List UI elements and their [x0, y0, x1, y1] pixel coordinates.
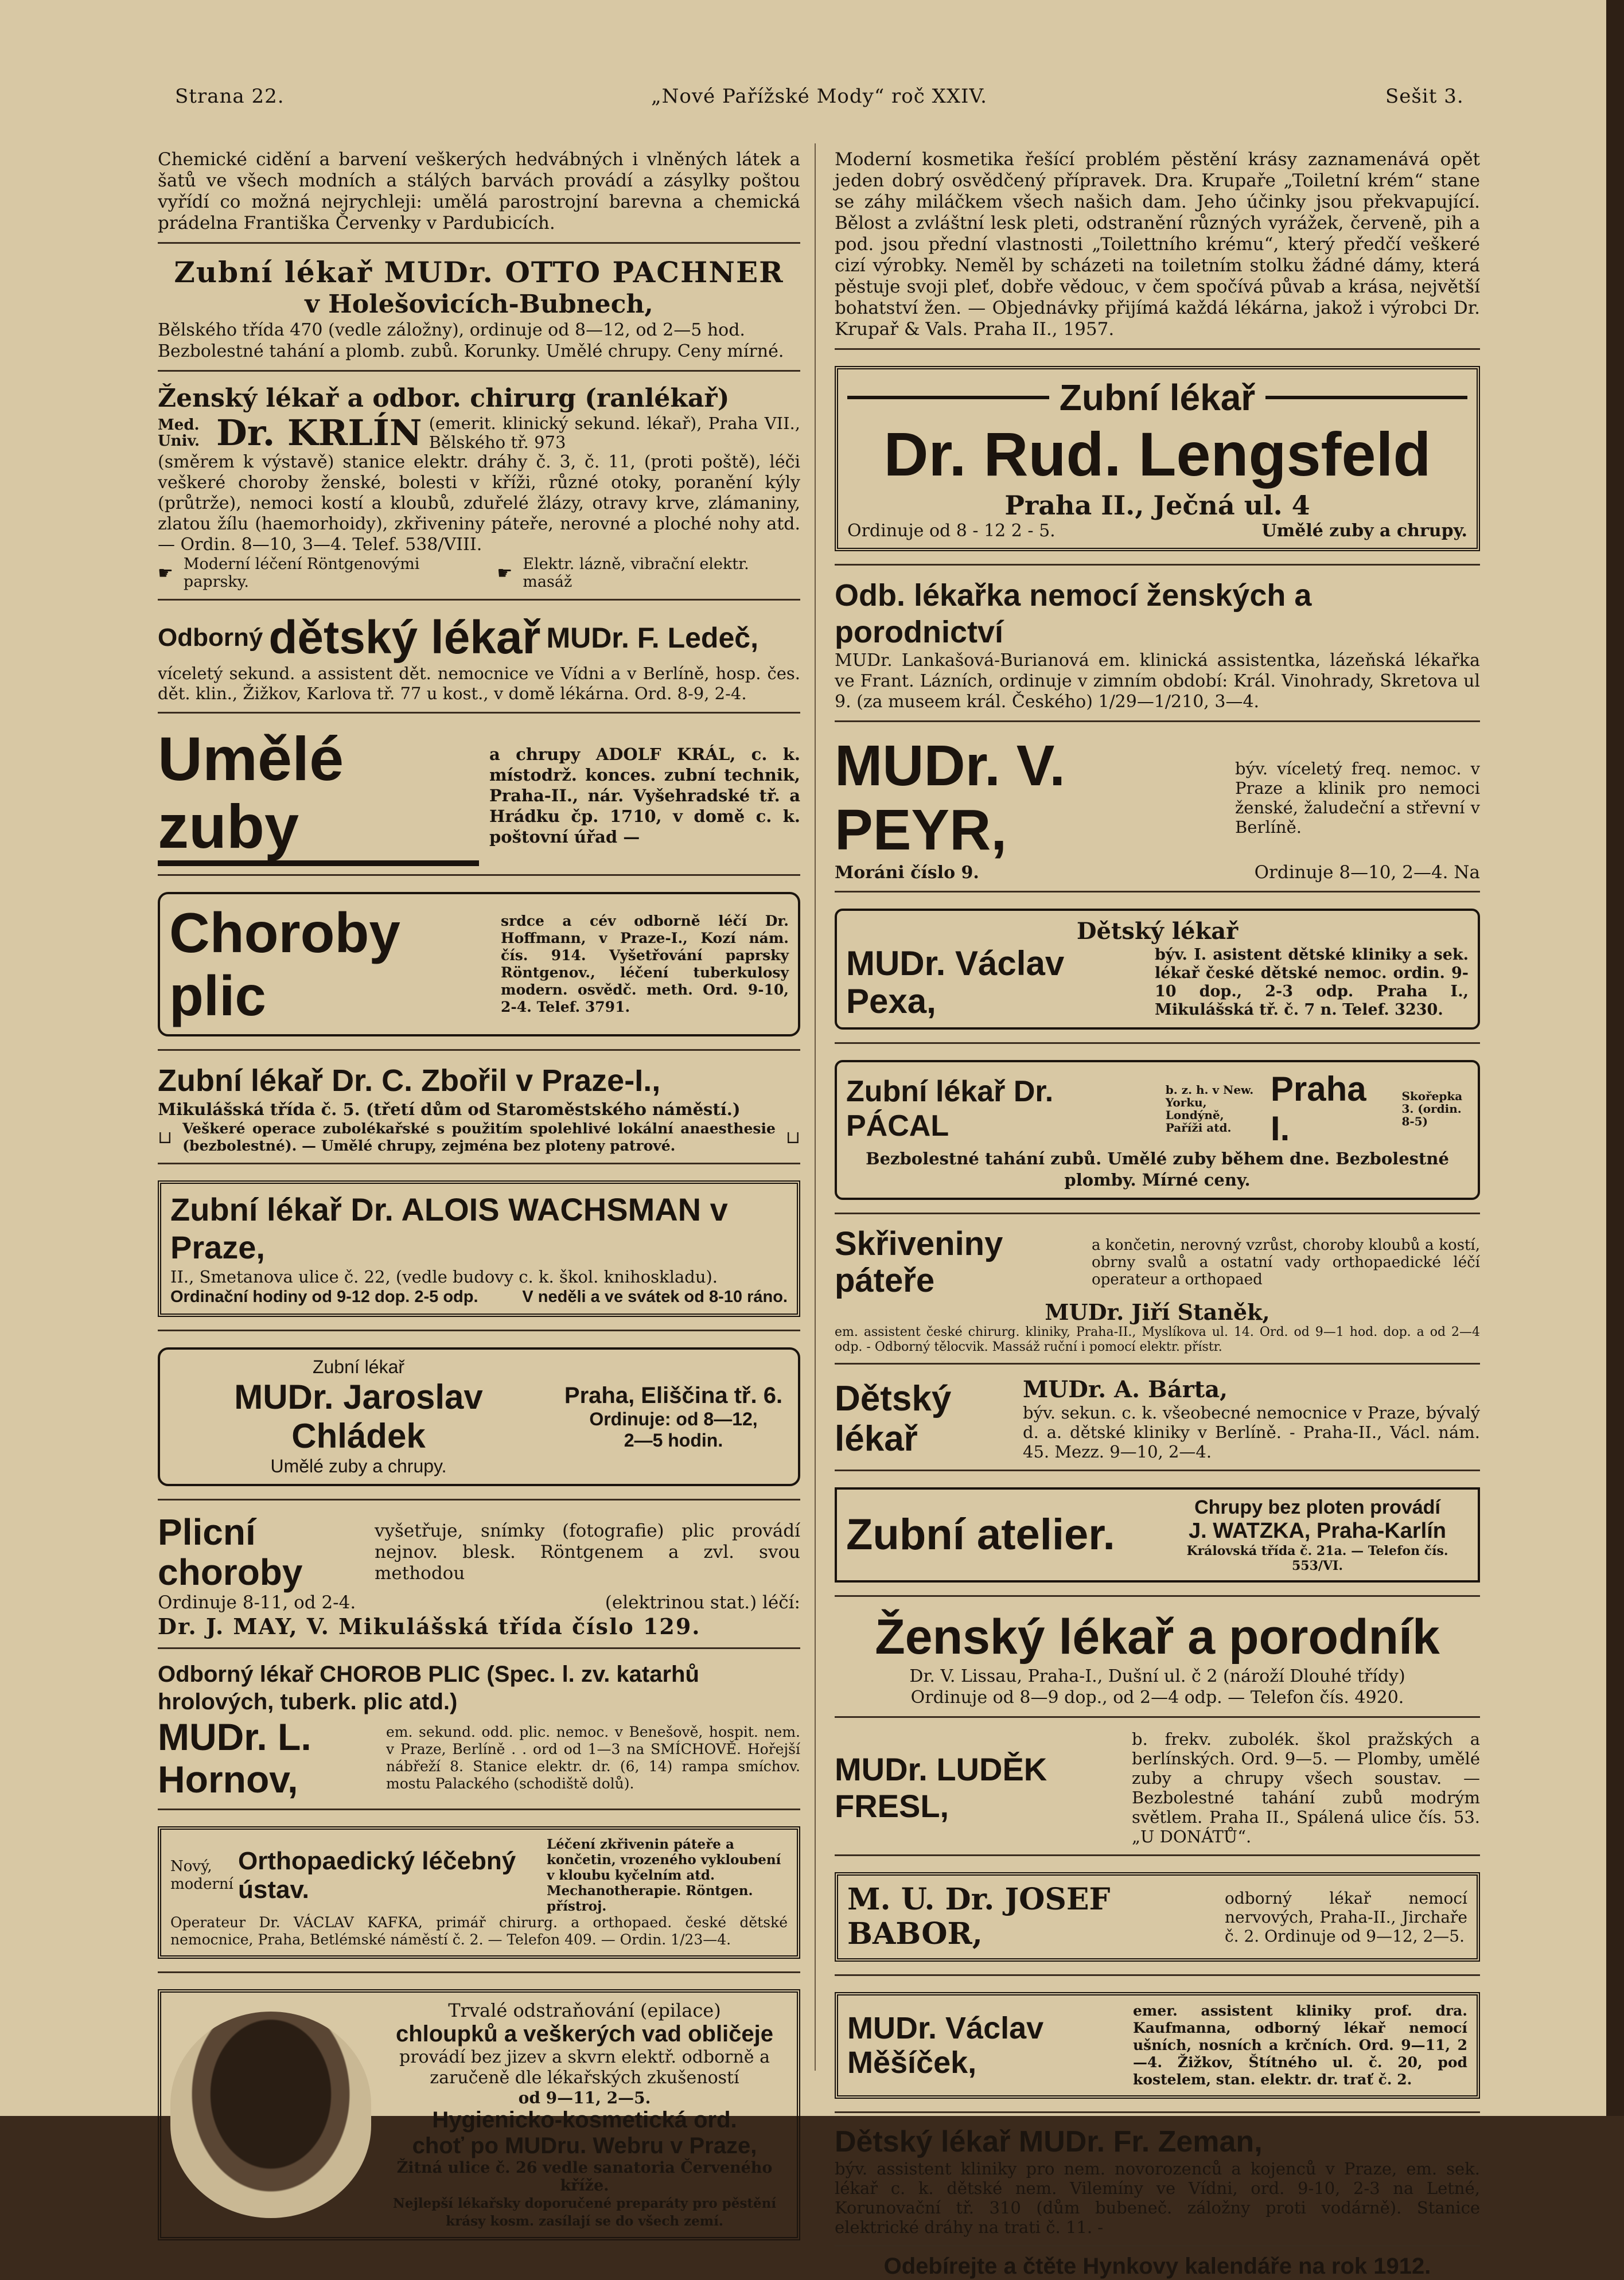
wachsman-line1: II., Smetanova ulice č. 22, (vedle budovy c. k. škol. knihoskladu). — [170, 1267, 718, 1287]
webr-l8: Nejlepší lékařsky doporučené preparáty pro pěstění krásy kosm. zasílají se do všech zemí. — [392, 2196, 777, 2229]
chladek-top: Zubní lékař — [312, 1357, 405, 1377]
peyr-line3: Ordinuje 8—10, 2—4. Na — [1254, 862, 1480, 883]
ledec-rest: víceletý sekund. a assistent dět. nemocnice ve Vídni a v Berlíně, hosp. čes. dět. klin., Žižkov, Karlova tř. 77 u kost., v domě lékárna. Ord. 8-9, 2-4. — [158, 664, 800, 703]
column-divider — [815, 143, 816, 2071]
ad-ledec — [158, 606, 800, 714]
ad-hornov — [158, 1655, 800, 1810]
lankas-text: MUDr. Lankašová-Burianová em. klinická assistentka, lázeňská lékařka ve Frant. Lázních, ordinuje v zimním období: Král. Vinohrady, Skretova ul 9. (za museem král. Českého) 1/29—1/210, 3—4. — [835, 650, 1480, 712]
ad-fresl — [835, 1724, 1480, 1856]
ad-zboril — [158, 1057, 800, 1164]
kafka-big: Orthopaedický léčebný ústav. — [238, 1846, 516, 1904]
ledec-name: MUDr. F. Ledeč, — [546, 622, 758, 654]
lissau-l1: Dr. V. Lissau, Praha-I., Dušní ul. č 2 (nároží Dlouhé třídy) — [909, 1666, 1405, 1686]
hornov-title: Odborný lékař CHOROB PLIC (Spec. l. zv. katarhů hrolových, tuberk. plic atd.) — [158, 1662, 699, 1714]
ad-chemical-cleaning: Chemické cidění a barvení veškerých hedvábných i vlněných látek a šatů ve všech modních a stálých barvách provádí a zásylky poštou vyřídí co možná nejrychleji: umělá parostrojní barevna a chemická prádelna Františka Červenky v Pardubicích. — [158, 143, 800, 244]
bracket-icon: ⊔ — [785, 1127, 800, 1148]
webr-l6: choť po MUDru. Webru v Praze, — [412, 2133, 757, 2158]
ad-pexa — [835, 898, 1480, 1044]
may-line2: Ordinuje 8-11, od 2-4. — [158, 1592, 356, 1613]
chladek-name: MUDr. Jaroslav Chládek — [234, 1378, 483, 1455]
lengsfeld-addr: Praha II., Ječná ul. 4 — [1004, 490, 1310, 521]
ledec-big: dětský lékař — [268, 611, 541, 664]
may-text: vyšetřuje, snímky (fotografie) plic provádí nejnov. blesk. Röntgenem a zvl. svou methodou — [375, 1520, 800, 1584]
ad-wachsman — [158, 1170, 800, 1331]
pexa-top: Dětský lékař — [1076, 918, 1239, 945]
chladek-hours2: 2—5 hodin. — [624, 1429, 723, 1451]
stanek-text: a končetin, nerovný vzrůst, choroby kloubů a kostí, obrny svalů a ostatní vady orthopaedické léčí operateur a orthopaed — [1092, 1237, 1480, 1288]
lengsfeld-note: Umělé zuby a chrupy. — [1261, 521, 1467, 541]
ad-mesicek — [835, 1982, 1480, 2113]
ad-webr — [158, 1979, 800, 2253]
barta-name: MUDr. A. Bárta, — [1023, 1376, 1228, 1403]
hornov-text: em. sekund. odd. plic. nemoc. v Benešově, hospit. nem. v Praze, Berlíně . . ord od 1—3 na SMÍCHOVĚ. Hořejší nábřeží 8. Stanice elektr. dr. (6, 14) rampa smíchov. mostu Palackého (schodiště dolů). — [386, 1724, 800, 1792]
kafka-text: Léčení zkřivenin páteře a končetin, vrozeného vykloubení v kloubu kyčelním atd. Mechanotherapie. Röntgen. přístroj. — [547, 1837, 781, 1914]
lissau-l2: Ordinuje od 8—9 dop., od 2—4 odp. — Telefon čís. 4920. — [910, 1687, 1404, 1708]
pexa-name: MUDr. Václav Pexa, — [846, 944, 1065, 1020]
ad-lankas — [835, 571, 1480, 722]
kral-text: a chrupy ADOLF KRÁL, c. k. místodrž. konces. zubní technik, Praha-II., nár. Vyšehradské tř. a Hrádku čp. 1710, v domě c. k. poštovní úřad — — [489, 745, 800, 847]
issue-number: Sešit 3. — [1385, 85, 1464, 108]
lengsfeld-top: Zubní lékař — [1059, 377, 1256, 418]
barta-text: býv. sekun. c. k. všeobecné nemocnice v Praze, bývalý d. a. dětské kliniky v Berlíně. - Praha-II., Václ. nám. 45. Mezz. 9—10, 2—4. — [1023, 1403, 1480, 1461]
webr-l5: Hygienicko-kosmetická ord. — [432, 2107, 737, 2133]
ad-watzka — [835, 1477, 1480, 1597]
pachner-line1: Bělského třída 470 (vedle záložny), ordinuje od 8—12, od 2—5 hod. — [158, 320, 745, 340]
ad-chladek — [158, 1337, 800, 1500]
ad-pachner — [158, 250, 800, 372]
chladek-bottom: Umělé zuby a chrupy. — [270, 1456, 447, 1476]
kafka-small: Nový, moderní — [170, 1857, 233, 1893]
lankas-title: Odb. lékařka nemocí ženských a porodnictví — [835, 578, 1312, 649]
right-column — [835, 143, 1480, 2280]
may-line3: (elektrinou stat.) léčí: — [605, 1592, 800, 1613]
krlin-title: Ženský lékař a odbor. chirurg (ranlékař) — [158, 384, 730, 413]
pointing-hand-icon: ☛ — [497, 563, 513, 583]
krlin-title2: (emerit. klinický sekund. lékař), Praha VII., Bělského tř. 973 — [429, 414, 800, 452]
watzka-l2: J. WATZKA, Praha-Karlín — [1188, 1519, 1447, 1543]
pachner-line2: Bezbolestné tahání a plomb. zubů. Korunky. Umělé chrupy. Ceny mírné. — [158, 341, 784, 361]
pacal-addr: Skořepka 3. (ordin. 8-5) — [1401, 1089, 1463, 1128]
krlin-body: (směrem k výstavě) stanice elektr. dráhy č. 3, č. 11, (proti poště), léči veškeré choroby ženské, bolesti v kříži, různé otoky, poranění kýly (průtrže), nemoci kostí a kloubů, zduřelé žlázy, otravy krve, zlámaniny, zlatou žílu (haemorhoidy), zkřiveniny páteře, nerovné a ploché nohy atd. — Ordin. 8—10, 3—4. Telef. 538/VIII. — [158, 452, 800, 555]
barta-big: Dětský lékař — [835, 1378, 952, 1459]
babor-text: odborný lékař nemocí nervových, Praha-II., Jirchaře č. 2. Ordinuje od 9—12, 2—5. — [1225, 1888, 1467, 1946]
pachner-title: Zubní lékař MUDr. OTTO PACHNER — [174, 255, 784, 289]
lengsfeld-name: Dr. Rud. Lengsfeld — [883, 419, 1431, 489]
zboril-line2: Veškeré operace zubolékařské s použitím spolehlivé lokální anaesthesie (bezbolestné). — Umělé chrupy, zejména bez ploteny patrové. — [182, 1120, 776, 1154]
ad-zeman — [835, 2119, 1480, 2247]
pacal-title: Zubní lékař Dr. PÁCAL — [846, 1075, 1054, 1143]
watzka-l3: Královská třída č. 21a. — Telefon čís. 553/VI. — [1186, 1544, 1448, 1573]
krlin-foot2: Elektr. lázně, vibrační elektr. masáž — [523, 555, 749, 591]
bracket-icon: ⊔ — [158, 1127, 173, 1148]
ad-babor — [835, 1862, 1480, 1976]
wachsman-line3: V neděli a ve svátek od 8-10 ráno. — [522, 1288, 788, 1306]
mesicek-big: MUDr. Václav Měšíček, — [847, 2011, 1044, 2080]
zeman-text: býv. assistent kliniky pro nem. novorozenců a kojenců v Praze, em. sek. lékař c. k. dětské nem. Vilemíny ve Vídni, ord. 9-10, 2-3 na Letné, Korunovační tř. 310 (dům bubeneč. záložny proti vodárně). Stanice elektrické dráhy na trati č. 11. - — [835, 2159, 1480, 2237]
kral-big: Umělé zuby — [158, 725, 479, 866]
pacal-text: Bezbolestné tahání zubů. Umělé zuby během dne. Bezbolestné plomby. Mírné ceny. — [866, 1149, 1449, 1190]
ad-kral — [158, 719, 800, 876]
wachsman-title: Zubní lékař Dr. ALOIS WACHSMAN v Praze, — [170, 1191, 728, 1265]
may-line4: Dr. J. MAY, V. Mikulášská třída číslo 129. — [158, 1613, 701, 1639]
ad-lissau — [835, 1603, 1480, 1718]
webr-l7: Žitná ulice č. 26 vedle sanatoria Červeného kříže. — [396, 2159, 773, 2195]
ad-krlin — [158, 377, 800, 601]
kafka-line2: Operateur Dr. VÁCLAV KAFKA, primář chirurg. a orthopaed. české dětské nemocnice, Praha, Betlémské náměstí č. 2. — Telefon 409. — Ordin. 1/23—4. — [170, 1914, 788, 1948]
hoffmann-text: srdce a cév odborně léčí Dr. Hoffmann, v Praze-I., Kozí nám. čís. 914. Vyšetřování paprsky Röntgenov., léčení tuberkulosy modern. osvědč. meth. Ord. 9-10, 2-4. Telef. 3791. — [501, 913, 789, 1015]
zeman-big: Dětský lékař MUDr. Fr. Zeman, — [835, 2125, 1263, 2158]
zboril-line1: Mikulášská třída č. 5. (třetí dům od Staroměstského náměstí.) — [158, 1100, 741, 1119]
watzka-l1: Chrupy bez ploten provádí — [1194, 1496, 1440, 1518]
stanek-foot: em. assistent české chirurg. kliniky, Praha-II., Myslíkova ul. 14. Ord. od 9—1 hod. dop. a od 2—4 odp. - Odborný tělocvik. Massáž ruční i pomocí elektr. přístr. — [835, 1325, 1480, 1354]
ad-stanek — [835, 1220, 1480, 1365]
chladek-addr: Praha, Eliščina tř. 6. — [564, 1382, 783, 1408]
chladek-hours1: Ordinuje: od 8—12, — [589, 1408, 758, 1429]
ad-pacal — [835, 1050, 1480, 1214]
lissau-big: Ženský lékař a porodník — [875, 1609, 1440, 1665]
footer-calendar-ad: Odebírejte a čtěte Hynkovy kalendáře na rok 1912. — [883, 2254, 1431, 2279]
hoffmann-big: Choroby plic — [169, 901, 400, 1027]
ad-krupar: Moderní kosmetika řešící problém pěstění krásy zaznamenává opět jeden dobrý osvědčený přípravek. Dra. Krupaře „Toiletní krém“ stane se záhy miláčkem všech našich dam. Jeho účinky jsou překvapující. Bělost a zvláštní lesk pleti, odstranění různých vyrážek, červeně, pih a pod. jsou přední vlastnosti „Toilettního krému“, který předčí veškeré cizí výrobky. Neměl by scházeti na toiletním stolku žádné dámy, která pěstuje svoji pleť, dobře vědouc, v čem spočívá půvab a krása, největší bohatství žen. — Objednávky přijímá každá lékárna, jakož i výrobci Dr. Krupař & Vals. Praha II., 1957. — [835, 143, 1480, 350]
watzka-big: Zubní atelier. — [846, 1510, 1115, 1559]
pacal-mid: b. z. h. v New. Yorku, Londýně, Paříži atd. — [1165, 1083, 1254, 1135]
hornov-name: MUDr. L. Hornov, — [158, 1716, 311, 1800]
krlin-foot1: Moderní léčení Röntgenovými paprsky. — [183, 555, 420, 591]
peyr-line2: Moráni číslo 9. — [835, 862, 979, 883]
krlin-med: Med. Univ. — [158, 416, 200, 450]
stanek-big: Skřiveniny páteře — [835, 1225, 1003, 1299]
ledec-small: Odborný — [158, 623, 263, 652]
webr-l3: provádí bez jizev a skvrn elektř. odborně a zaručeně dle lékařských zkušeností — [399, 2047, 770, 2088]
pachner-place: v Holešovicích-Bubnech, — [305, 290, 653, 319]
peyr-big: MUDr. V. PEYR, — [835, 734, 1066, 862]
pointing-hand-icon: ☛ — [158, 563, 173, 583]
lengsfeld-hours: Ordinuje od 8 - 12 2 - 5. — [847, 521, 1056, 541]
babor-big: M. U. Dr. JOSEF BABOR, — [847, 1882, 1111, 1951]
scan-edge — [1606, 0, 1624, 2116]
ad-hoffmann — [158, 882, 800, 1051]
webr-l1: Trvalé odstraňování (epilace) — [448, 2000, 721, 2021]
ad-peyr — [835, 728, 1480, 892]
publication-title: „Nové Pařížské Mody“ roč XXIV. — [651, 85, 987, 108]
peyr-text: býv. víceletý freq. nemoc. v Praze a klinik pro nemoci ženské, žaludeční a střevní v Berlíně. — [1235, 759, 1480, 837]
woman-portrait-image — [170, 2012, 371, 2218]
page-number: Strana 22. — [175, 85, 285, 108]
mesicek-text: emer. assistent kliniky prof. dra. Kaufmanna, odborný lékař nemocí ušních, nosních a krčních. Ord. 9—11, 2—4. Žižkov, Štítného ul. č. 20, pod kostelem, stan. elektr. dr. trať č. 2. — [1133, 2002, 1467, 2088]
krlin-name: Dr. KRLÍN — [216, 412, 422, 454]
webr-l4: od 9—11, 2—5. — [518, 2088, 651, 2107]
ad-may — [158, 1506, 800, 1649]
ad-lengsfeld — [835, 356, 1480, 566]
pexa-text: býv. I. asistent dětské kliniky a sek. lékař české dětské nemoc. ordin. 9-10 dop., 2-3 odp. Praha I., Mikulášská tř. č. 7 n. Telef. 3230. — [1155, 946, 1469, 1019]
webr-l2: chloupků a veškerých vad obličeje — [395, 2021, 774, 2047]
stanek-name: MUDr. Jiří Staněk, — [1045, 1299, 1270, 1325]
pacal-city: Praha I. — [1270, 1070, 1366, 1148]
zboril-title: Zubní lékař Dr. C. Zbořil v Praze-I., — [158, 1063, 661, 1098]
ad-kafka — [158, 1816, 800, 1973]
ad-barta — [835, 1370, 1480, 1471]
fresl-text: b. frekv. zubolék. škol pražských a berlínských. Ord. 9—5. — Plomby, umělé zuby a chrupy všech soustav. — Bezbolestné tahání zubů modrým světlem. Praha II., Spálená ulice čís. 53. „U DONÁTŮ“. — [1132, 1729, 1480, 1846]
fresl-big: MUDr. LUDĚK FRESL, — [835, 1751, 1047, 1824]
wachsman-line2: Ordinační hodiny od 9-12 dop. 2-5 odp. — [170, 1288, 478, 1306]
left-column — [158, 143, 800, 2259]
may-big: Plicní choroby — [158, 1511, 303, 1593]
